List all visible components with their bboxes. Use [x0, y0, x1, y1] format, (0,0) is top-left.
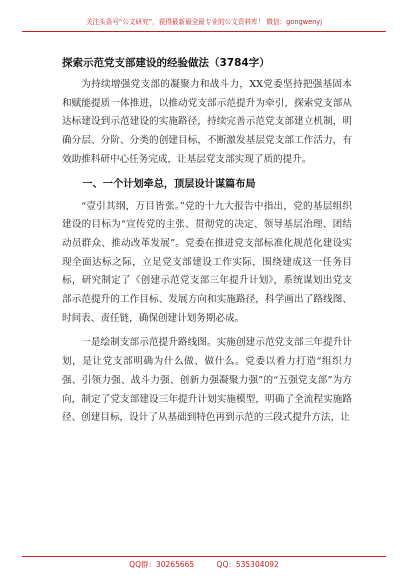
- header-divider: [22, 31, 386, 32]
- footer-qq-group: QQ群：30265665: [129, 560, 195, 569]
- intro-paragraph: 为持续增强党支部的凝聚力和战斗力，XX党委坚持把强基固本和赋能提质一体推进，以推动党支部示范提升为牵引，探索党支部从达标建设到示范建设的实施路径，持续完善示范党支部建立机制，明确分层、分阶、分类的创建目标，不断激发基层党支部工作活力，有效助推科研中心任务完成，让基层党支部实现了质的提升。: [62, 79, 352, 165]
- section-heading: 一、一个计划牵总，顶层设计谋篇布局: [82, 178, 256, 190]
- section-paragraph-1: “壹引其纲，万目皆张。”党的十九大报告中指出，党的基层组织建设的目标为“宣传党的主张、贯彻党的决定、领导基层治理、团结动员群众、推动改革发展”。党委在推进党支部标准化规范化建设实现全面达标之际，立足党支部建设工作实际，围绕建成这一任务目标，研究制定了《创建示范党支部三年提升计划》，系统谋划出党支部示范提升的工作目标、发展方向和实施路径，科学画出了路线图、时间表、责任链，确保创建计划务期必成。: [62, 200, 352, 324]
- document-title: 探索示范党支部建设的经验做法（3784字）: [62, 57, 270, 69]
- header-banner: 关注头条号“公文研究”，获得最新最全最专业的公文资料库！ 微信：gongwenyj: [85, 18, 323, 26]
- footer-divider: [22, 556, 386, 557]
- footer: [0, 559, 408, 571]
- footer-qq: QQ：535304092: [216, 560, 279, 569]
- section-paragraph-2: 一是绘制支部示范提升路线图。实施创建示范党支部三年提升计划，是让党支部明确为什么做、做什么。党委以着力打造“组织力强、引领力强、战斗力强、创新力强凝聚力强”的“五强党支部”为方向，制定了党支部建设三年提升计划实施模型，明确了全流程实施路径、创建目标，设计了从基础到特色再到示范的三段式提升方法，让: [62, 337, 352, 424]
- document-body: [62, 56, 352, 428]
